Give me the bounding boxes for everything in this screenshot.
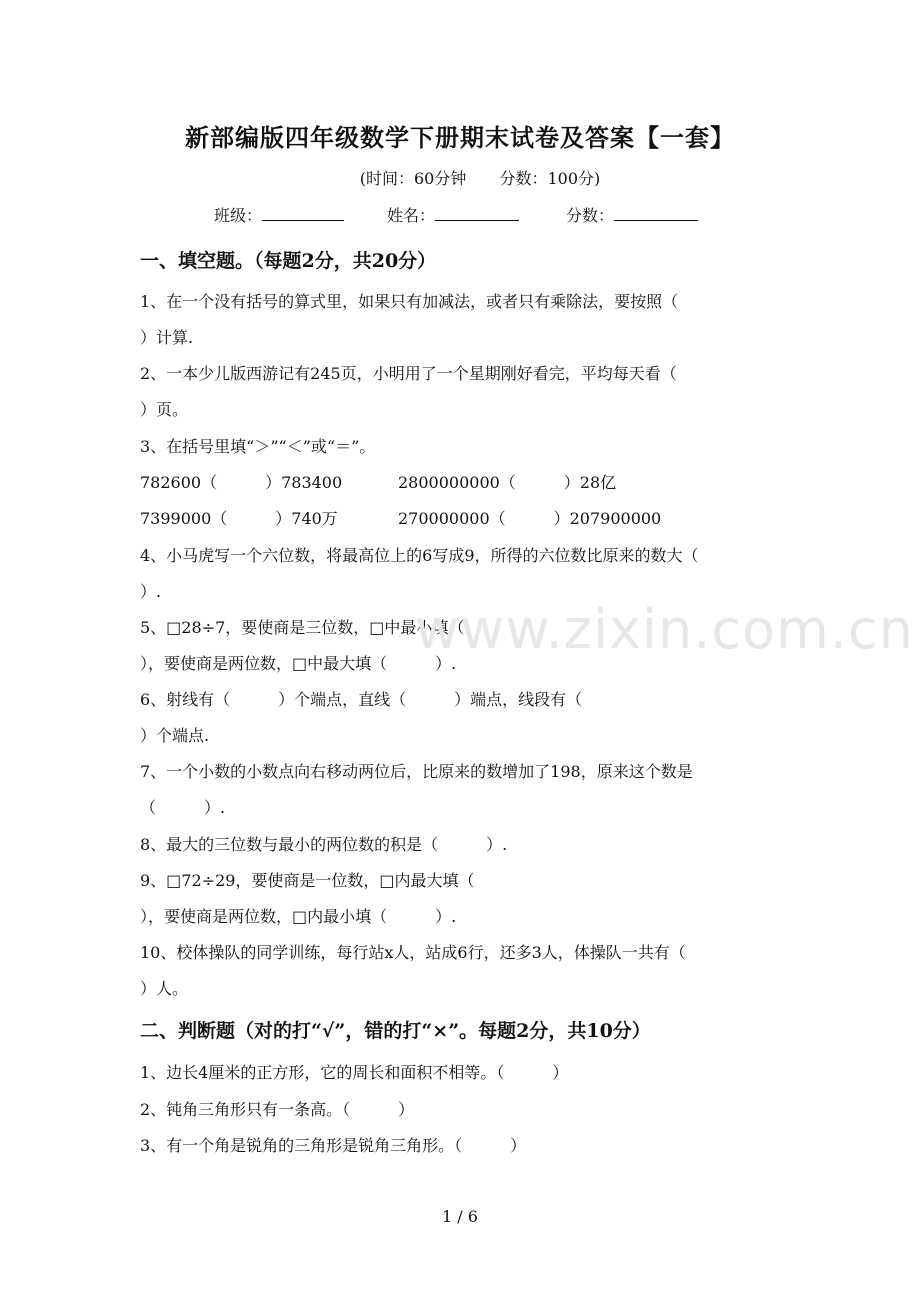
question-line: 7、一个小数的小数点向右移动两位后，比原来的数增加了198，原来这个数是 xyxy=(140,762,693,781)
question-line: 3、有一个角是锐角的三角形是锐角三角形。（ ） xyxy=(140,1136,527,1155)
compare-item: 782600（ ）783400 xyxy=(140,473,343,492)
compare-item: 2800000000（ ）28亿 xyxy=(398,473,617,492)
watermark: www.zixin.com.cn xyxy=(415,598,914,661)
section-heading-fill-in: 一、填空题。（每题2分，共20分） xyxy=(140,250,437,272)
class-blank xyxy=(262,204,344,221)
question-line: ）人。 xyxy=(140,979,189,998)
points-label: 分数： xyxy=(566,206,615,225)
question-line: ）. xyxy=(140,582,162,601)
question-line: 5、□28÷7，要使商是三位数，□中最小填（ xyxy=(140,618,465,637)
question-line: 1、边长4厘米的正方形，它的周长和面积不相等。（ ） xyxy=(140,1063,569,1082)
name-blank xyxy=(435,204,519,221)
page-title: 新部编版四年级数学下册期末试卷及答案【一套】 xyxy=(185,123,735,152)
question-line: 4、小马虎写一个六位数，将最高位上的6写成9，所得的六位数比原来的数大（ xyxy=(140,546,699,565)
compare-item: 7399000（ ）740万 xyxy=(140,509,338,528)
page-number: 1 / 6 xyxy=(442,1207,478,1226)
name-field xyxy=(387,203,519,226)
question-line: 9、□72÷29，要使商是一位数，□内最大填（ xyxy=(140,871,475,890)
class-label: 班级： xyxy=(214,206,263,225)
question-line: ），要使商是两位数，□内最小填（ ）. xyxy=(140,907,457,926)
question-line: （ ）. xyxy=(140,798,226,817)
question-line: 1、在一个没有括号的算式里，如果只有加减法，或者只有乘除法，要按照（ xyxy=(140,292,679,311)
question-line: 8、最大的三位数与最小的两位数的积是（ ）. xyxy=(140,835,508,854)
question-line: ）页。 xyxy=(140,400,189,419)
question-line: ），要使商是两位数，□中最大填（ ）. xyxy=(140,654,457,673)
question-line: ）个端点. xyxy=(140,726,210,745)
question-line: ）计算. xyxy=(140,328,194,347)
question-line: 2、一本少儿版西游记有245页，小明用了一个星期刚好看完，平均每天看（ xyxy=(140,364,677,383)
exam-time: (时间：60分钟 xyxy=(359,169,467,188)
section-heading-true-false: 二、判断题（对的打“√”，错的打“×”。每题2分，共10分） xyxy=(140,1020,651,1042)
name-label: 姓名： xyxy=(387,206,436,225)
question-line: 3、在括号里填“＞”“＜”或“＝”。 xyxy=(140,437,376,456)
exam-score: 分数：100分) xyxy=(499,169,601,188)
exam-subtitle xyxy=(0,166,920,189)
question-line: 6、射线有（ ）个端点，直线（ ）端点，线段有（ xyxy=(140,690,583,709)
points-field xyxy=(566,203,698,226)
class-field xyxy=(214,203,344,226)
compare-item: 270000000（ ）207900000 xyxy=(398,509,662,528)
question-line: 2、钝角三角形只有一条高。（ ） xyxy=(140,1100,415,1119)
question-line: 10、校体操队的同学训练，每行站x人，站成6行，还多3人，体操队一共有（ xyxy=(140,943,686,962)
points-blank xyxy=(614,204,698,221)
